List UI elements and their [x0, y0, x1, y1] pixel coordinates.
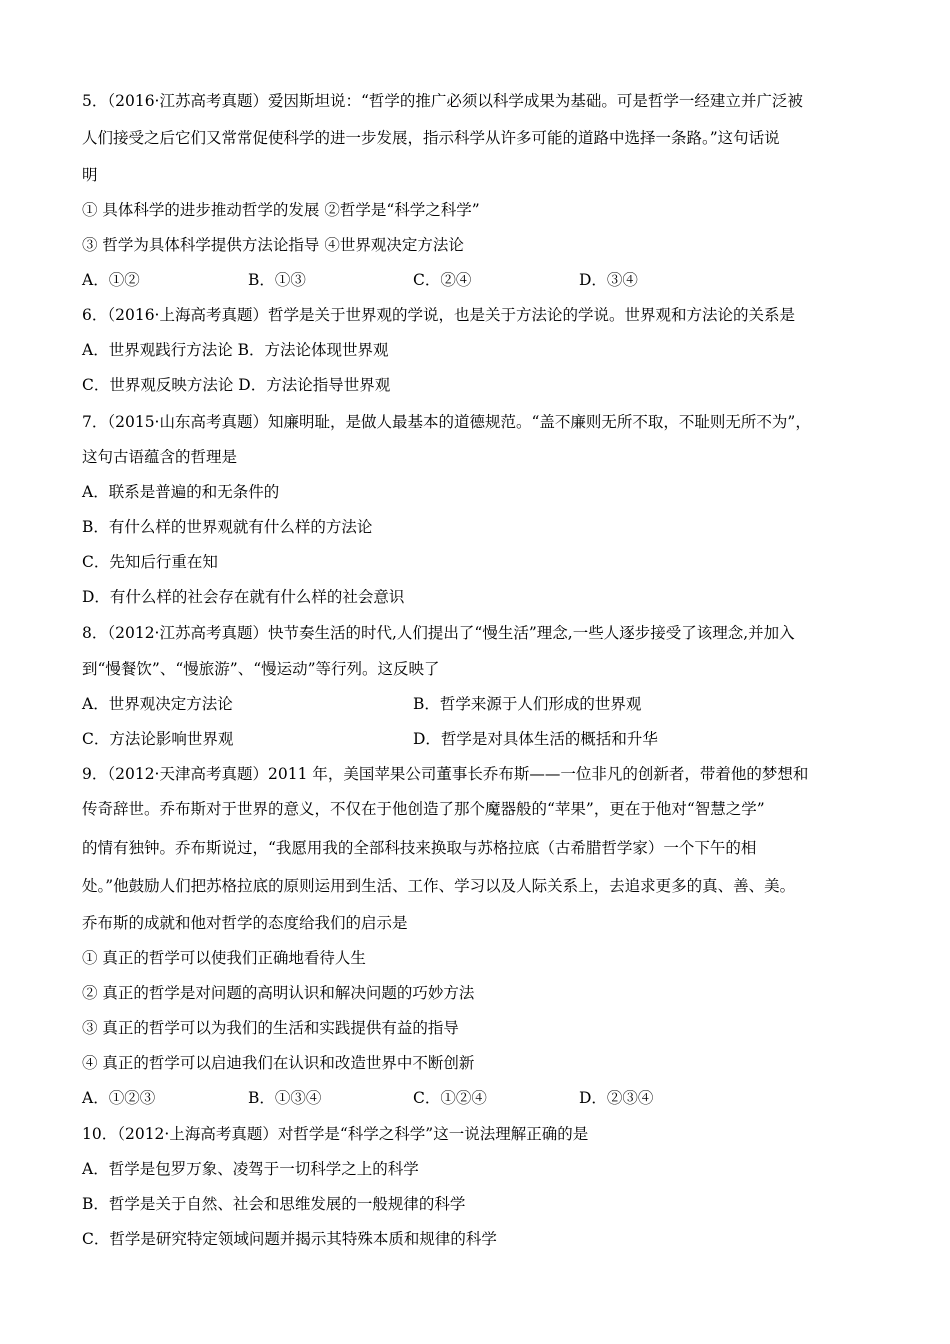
q9-stem-line-3: 的情有独钟。乔布斯说过，“我愿用我的全部科技来换取与苏格拉底（古希腊哲学家）一个下午的相	[82, 839, 757, 857]
q9-stem-line-1: 9．（2012·天津高考真题）2011 年，美国苹果公司董事长乔布斯——一位非凡的创新者，带着他的梦想和	[82, 765, 809, 783]
q7-option-b: B．有什么样的世界观就有什么样的方法论	[82, 518, 373, 536]
q9-option-c: C．①②④	[413, 1089, 487, 1107]
q5-stem-line-1: 5．（2016·江苏高考真题）爱因斯坦说：“哲学的推广必须以科学成果为基础。可是哲学一经建立并广泛被	[82, 92, 803, 110]
q9-option-d: D．②③④	[579, 1089, 654, 1107]
q9-stem-line-5: 乔布斯的成就和他对哲学的态度给我们的启示是	[82, 914, 408, 932]
q5-option-c: C．②④	[413, 271, 472, 289]
q6-options-cd: C．世界观反映方法论 D．方法论指导世界观	[82, 376, 391, 394]
q9-statement-1: ① 真正的哲学可以使我们正确地看待人生	[82, 949, 366, 967]
q8-option-c: C．方法论影响世界观	[82, 730, 234, 748]
q5-statements-2: ③ 哲学为具体科学提供方法论指导 ④世界观决定方法论	[82, 236, 464, 254]
q8-option-a: A．世界观决定方法论	[82, 695, 233, 713]
q6-stem-line-1: 6．（2016·上海高考真题）哲学是关于世界观的学说，也是关于方法论的学说。世界观和方法论的关系是	[82, 306, 795, 324]
q5-stem-line-2: 人们接受之后它们又常常促使科学的进一步发展，指示科学从许多可能的道路中选择一条路。”这句话说	[82, 129, 780, 147]
q9-option-a: A．①②③	[82, 1089, 156, 1107]
q10-stem-line-1: 10．（2012·上海高考真题）对哲学是“科学之科学”这一说法理解正确的是	[82, 1125, 589, 1143]
q8-option-b: B．哲学来源于人们形成的世界观	[413, 695, 642, 713]
q10-option-c: C．哲学是研究特定领域问题并揭示其特殊本质和规律的科学	[82, 1230, 497, 1248]
q9-statement-4: ④ 真正的哲学可以启迪我们在认识和改造世界中不断创新	[82, 1054, 475, 1072]
q10-option-a: A．哲学是包罗万象、凌驾于一切科学之上的科学	[82, 1160, 419, 1178]
q5-option-a: A．①②	[82, 271, 140, 289]
q9-stem-line-2: 传奇辞世。乔布斯对于世界的意义，不仅在于他创造了那个魔器般的“苹果”，更在于他对“智慧之学”	[82, 800, 765, 818]
q9-statement-3: ③ 真正的哲学可以为我们的生活和实践提供有益的指导	[82, 1019, 459, 1037]
q10-option-b: B．哲学是关于自然、社会和思维发展的一般规律的科学	[82, 1195, 466, 1213]
q8-stem-line-2: 到“慢餐饮”、“慢旅游”、“慢运动”等行列。这反映了	[82, 660, 440, 678]
q9-statement-2: ② 真正的哲学是对问题的高明认识和解决问题的巧妙方法	[82, 984, 475, 1002]
q7-option-a: A．联系是普遍的和无条件的	[82, 483, 280, 501]
q8-option-d: D．哲学是对具体生活的概括和升华	[413, 730, 658, 748]
q7-stem-line-2: 这句古语蕴含的哲理是	[82, 448, 238, 466]
q7-option-d: D．有什么样的社会存在就有什么样的社会意识	[82, 588, 405, 606]
q5-option-b: B．①③	[248, 271, 306, 289]
q5-option-d: D．③④	[579, 271, 638, 289]
q9-option-b: B．①③④	[248, 1089, 322, 1107]
q8-stem-line-1: 8．（2012·江苏高考真题）快节奏生活的时代,人们提出了“慢生活”理念,一些人逐步接受了该理念,并加入	[82, 624, 795, 642]
q7-stem-line-1: 7．（2015·山东高考真题）知廉明耻，是做人最基本的道德规范。“盖不廉则无所不取，不耻则无所不为”，	[82, 413, 811, 431]
q5-statements-1: ① 具体科学的进步推动哲学的发展 ②哲学是“科学之科学”	[82, 201, 480, 219]
q5-stem-line-3: 明	[82, 166, 98, 184]
q6-options-ab: A．世界观践行方法论 B．方法论体现世界观	[82, 341, 389, 359]
q7-option-c: C．先知后行重在知	[82, 553, 218, 571]
q9-stem-line-4: 处。”他鼓励人们把苏格拉底的原则运用到生活、工作、学习以及人际关系上，去追求更多的真、善、美。	[82, 877, 796, 895]
